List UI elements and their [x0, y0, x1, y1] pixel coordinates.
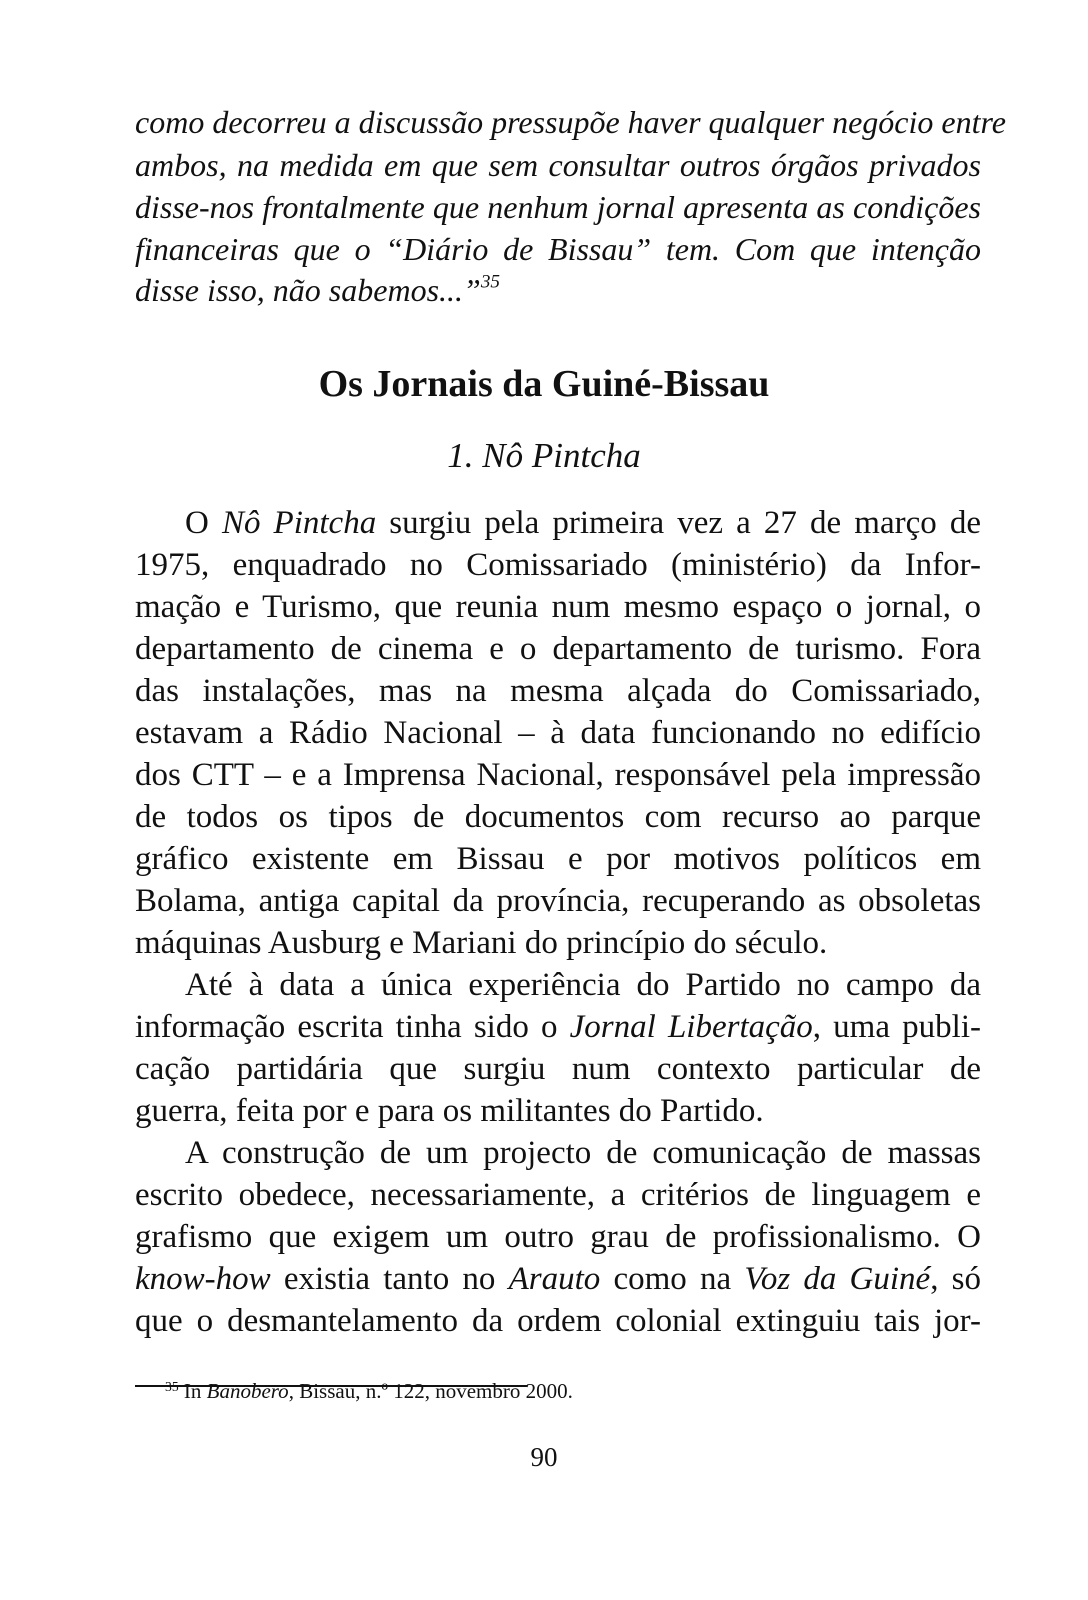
paragraph-3-line-3: grafismo que exigem um outro grau de profissionalismo. O	[135, 1219, 981, 1255]
paragraph-1-line: estavam a Rádio Nacional – à data funcionando no edifício	[135, 715, 981, 751]
paragraph-1-line-1	[185, 503, 981, 543]
paragraph-3-line-1: A construção de um projecto de comunicação de massas	[185, 1135, 981, 1171]
text: surgiu pela primeira vez a 27 de março de	[376, 505, 981, 541]
term-know-how: know-how	[135, 1261, 271, 1297]
subsection-heading: 1. Nô Pintcha	[447, 436, 641, 475]
paragraph-1-line: 1975, enquadrado no Comissariado (ministério) da Infor-	[135, 547, 981, 583]
newspaper-title-voz-da-guine: Voz da Guiné	[744, 1261, 931, 1297]
paragraph-1-line: gráfico existente em Bissau e por motivos políticos em	[135, 841, 981, 877]
paragraph-3-line-5: que o desmantelamento da ordem colonial extinguiu tais jor-	[135, 1303, 981, 1339]
footnote	[165, 1376, 573, 1406]
paragraph-1-line: das instalações, mas na mesma alçada do Comissariado,	[135, 673, 981, 709]
newspaper-title-no-pintcha: Nô Pintcha	[221, 505, 377, 541]
quote-line-1: como decorreu a discussão pressupõe haver qualquer negócio entre	[135, 104, 1006, 140]
paragraph-1-line: de todos os tipos de documentos com recurso ao parque	[135, 799, 981, 835]
text: , só	[930, 1261, 982, 1297]
text: In	[178, 1379, 207, 1403]
section-heading: Os Jornais da Guiné-Bissau	[318, 363, 770, 405]
quote-line-2: ambos, na medida em que sem consultar outros órgãos privados	[135, 147, 981, 183]
page-number: 90	[530, 1442, 558, 1472]
paragraph-1-line: Bolama, antiga capital da província, recuperando as obsoletas	[135, 883, 981, 919]
text: , Bissau, n.º 122, novembro 2000.	[288, 1379, 573, 1403]
newspaper-title-jornal-libertacao: Jornal Libertação	[569, 1009, 813, 1045]
paragraph-3-line-4	[135, 1259, 981, 1299]
text: , uma publi-	[812, 1009, 981, 1045]
paragraph-2-line-1: Até à data a única experiência do Partido no campo da	[185, 967, 981, 1003]
quote-line-5	[135, 270, 981, 310]
quote-last-text: disse isso, não sabemos...”	[135, 272, 481, 308]
footnote-source-title: Banobero	[206, 1379, 289, 1403]
paragraph-1-line: dos CTT – e a Imprensa Nacional, responsável pela impressão	[135, 757, 981, 793]
text: O	[185, 505, 222, 541]
paragraph-2-line-2	[135, 1007, 981, 1047]
paragraph-1-line: máquinas Ausburg e Mariani do princípio do século.	[135, 925, 828, 961]
paragraph-2-line-4: guerra, feita por e para os militantes do Partido.	[135, 1093, 764, 1129]
newspaper-title-arauto: Arauto	[508, 1261, 601, 1297]
text: como na	[600, 1261, 745, 1297]
paragraph-1-line: departamento de cinema e o departamento de turismo. Fora	[135, 631, 981, 667]
text: informação escrita tinha sido o	[135, 1009, 570, 1045]
footnote-reference: 35	[480, 271, 500, 293]
paragraph-2-line-3: cação partidária que surgiu num contexto particular de	[135, 1051, 981, 1087]
quote-line-3: disse-nos frontalmente que nenhum jornal apresenta as condições	[135, 189, 981, 225]
footnote-number: 35	[165, 1379, 179, 1395]
text: existia tanto no	[270, 1261, 509, 1297]
quote-line-4: financeiras que o “Diário de Bissau” tem. Com que intenção	[135, 231, 981, 267]
paragraph-1-line: mação e Turismo, que reunia num mesmo espaço o jornal, o	[135, 589, 981, 625]
paragraph-3-line-2: escrito obedece, necessariamente, a critérios de linguagem e	[135, 1177, 981, 1213]
